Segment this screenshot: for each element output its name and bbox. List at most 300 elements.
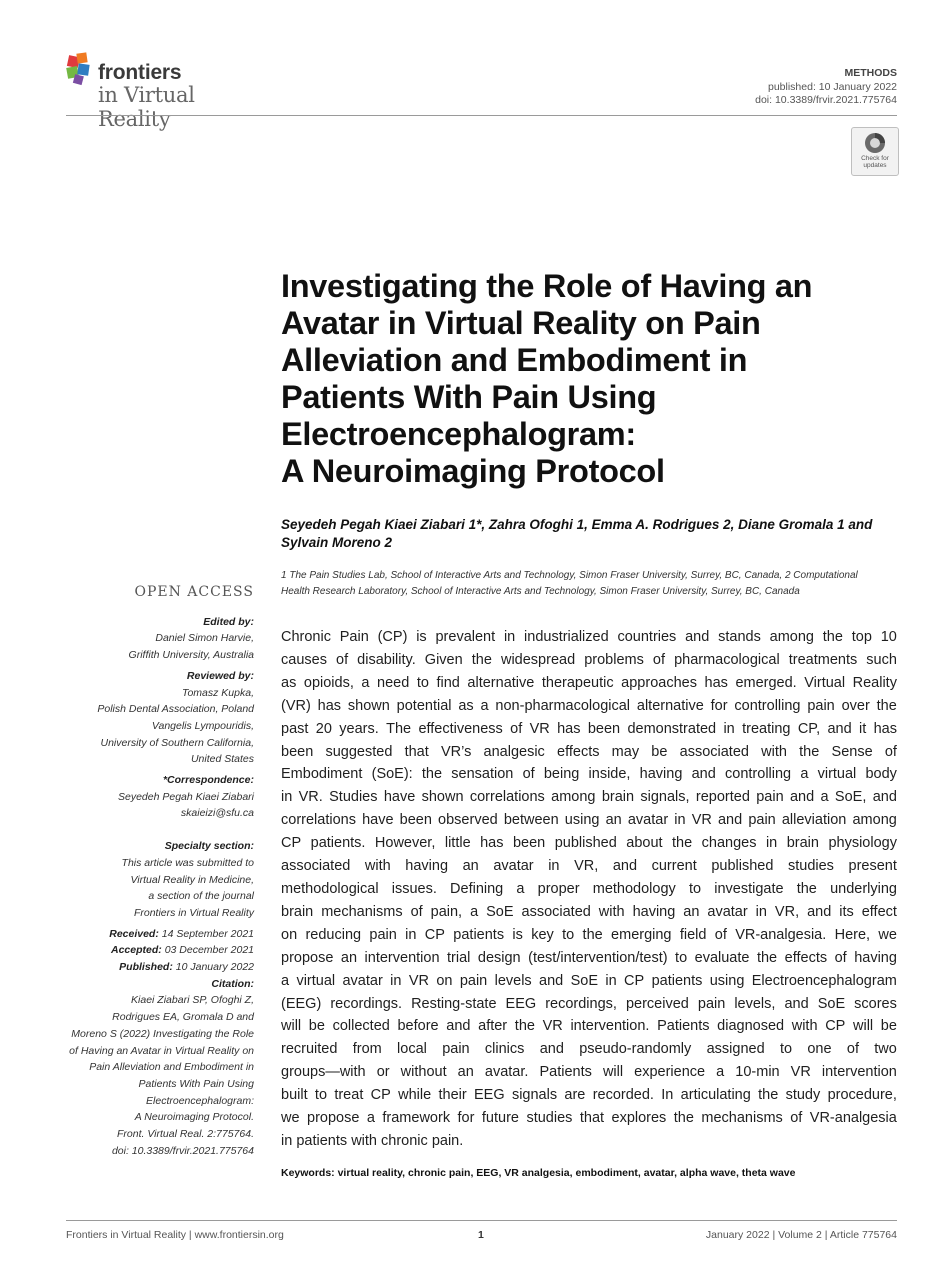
received-value: 14 September 2021 [161,927,254,940]
abstract-word: be [880,1018,897,1035]
abstract-word: collected [332,1018,390,1035]
abstract-word: a [480,697,489,714]
abstract-word: patients [296,1132,348,1149]
abstract-word: an [340,949,358,966]
doi[interactable]: doi: 10.3389/frvir.2021.775764 [755,94,897,106]
abstract-word: VR [691,812,712,829]
abstract-word: and [807,903,832,920]
abstract-word: non-pharmacological [495,697,631,714]
citation-heading: Citation: [211,977,254,990]
abstract-word: SoE, [834,789,867,806]
authors-line-1[interactable]: Seyedeh Pegah Kiaei Ziabari 1*, Zahra Ofoghi 1, Emma A. Rodrigues 2, Diane Gromala 1 and [281,517,873,532]
abstract-word: Sense [831,743,873,760]
abstract-word: their [438,1087,467,1104]
abstract-word: of [846,1041,859,1058]
abstract-word: with [761,743,787,760]
abstract-line [281,947,897,970]
abstract-word: in [390,972,402,989]
abstract-word: correlations [281,812,356,829]
abstract-word: 10-min [735,1064,780,1081]
abstract-word: signals [511,1087,558,1104]
abstract-word: pseudo-randomly [579,1041,692,1058]
abstract-word: published [711,858,774,875]
correspondence-name: Seyedeh Pegah Kiaei Ziabari [117,790,254,803]
abstract-line [281,741,897,764]
abstract-word: a [361,674,370,691]
abstract-word: CP [624,972,645,989]
abstract-word: However, [374,835,436,852]
abstract-word: as [281,674,297,691]
abstract-word: pain [459,972,488,989]
abstract-word: underlying [830,880,897,897]
abstract-word: patients. [310,835,366,852]
abstract-word: of [652,651,666,668]
abstract-word: approaches [621,674,697,691]
citation-doi[interactable]: doi: 10.3389/frvir.2021.775764 [111,1144,254,1157]
abstract-word: pain [442,1041,470,1058]
abstract-word: (EEG) [281,995,322,1012]
abstract-word: one [807,1041,832,1058]
abstract-word: before [397,1018,439,1035]
abstract-word: controlling [725,766,792,783]
abstract-word: the [673,1110,694,1127]
abstract-word: in [765,835,778,852]
abstract-word: alternative [636,697,704,714]
abstract-word: and [685,629,710,645]
abstract-word: with [364,858,391,875]
abstract-word: among [852,812,897,829]
abstract-word: has [704,674,728,691]
citation-line: Electroencephalogram: [146,1094,254,1107]
abstract-word: body [865,766,897,783]
abstract-word: field [679,926,707,943]
abstract-word: groups—with [281,1064,366,1081]
title-line: Electroencephalogram: [281,416,636,452]
abstract-line [281,672,897,695]
abstract-word: an [457,1064,474,1081]
abstract-line [281,1130,897,1153]
abstract-word: effects [784,949,828,966]
abstract-word: been [512,835,546,852]
check-for-updates-badge[interactable] [851,127,899,176]
abstract-word: treating [742,720,791,737]
abstract-word: brain [281,903,314,920]
abstract-word: CP [825,1018,846,1035]
abstract-word: reported [695,789,750,806]
abstract-word: brain [786,835,819,852]
abstract-word: in [281,789,293,806]
abstract-word: two [874,1041,897,1058]
abstract-line [281,901,897,924]
title-line: Patients With Pain Using [281,379,657,415]
header-divider [66,115,897,116]
abstract-word: for [710,697,728,714]
abstract-word: disability. [357,651,416,668]
abstract-word: will [853,1018,874,1035]
abstract-word: SoE [570,972,599,989]
abstract-word: 10 [880,629,897,645]
abstract-word: treatments [788,651,858,668]
citation-line: Front. Virtual Real. 2:775764. [117,1128,254,1141]
footer-divider [66,1220,897,1221]
abstract-word: will [602,1064,624,1081]
badge-text-1: Check for [861,155,889,162]
abstract-word: on [281,926,298,943]
footer-issue: January 2022 | Volume 2 | Article 775764 [705,1229,897,1241]
abstract-word: the [758,1087,779,1104]
abstract-word: demonstrated [627,720,717,737]
citation-line: Rodrigues EA, Gromala D and [112,1011,254,1024]
accepted-value: 03 December 2021 [164,944,254,957]
abstract-word: SoE [486,903,514,920]
abstract-line [281,1061,897,1084]
reviewed-by-heading: Reviewed by: [186,669,254,682]
abstract-word: Chronic [281,629,331,645]
abstract-line [281,763,897,786]
abstract-word: levels [494,972,532,989]
abstract-word: about [626,835,663,852]
correspondence-heading: *Correspondence: [162,774,254,787]
journal-brand: frontiers [98,61,182,84]
reviewer-affiliation: Polish Dental Association, Poland [97,703,254,716]
abstract-word: clinics [484,1041,525,1058]
abstract-word: explores [611,1110,667,1127]
abstract-word: in [723,720,735,737]
abstract-word: that [404,743,429,760]
abstract-word: has [873,720,897,737]
abstract-word: shown [347,697,390,714]
abstract-word: CP [424,926,445,943]
editor-name[interactable]: Daniel Simon Harvie, [155,632,254,645]
abstract-word: future [481,1110,519,1127]
citation-line: Pain Alleviation and Embodiment in [89,1061,254,1074]
abstract-word: prevalent [435,629,496,645]
abstract-word: a [716,1064,725,1081]
accepted-label: Accepted: [111,944,162,957]
abstract-word: in [605,972,617,989]
abstract-word: a [470,903,479,920]
specialty-text: This article was submitted to [121,856,254,869]
abstract-word: avatar [493,858,534,875]
abstract-word: may [611,743,640,760]
abstract-word: among [551,789,596,806]
abstract-word: we [878,926,897,943]
abstract-word: has [557,720,581,737]
abstract-word: and [784,995,809,1012]
abstract-word: VR. [298,789,323,806]
abstract-word: and [691,766,716,783]
abstract-word: VR-analgesia [809,1110,897,1127]
abstract-word: top [851,629,872,645]
abstract-word: that [579,1110,605,1127]
title-line: Avatar in Virtual Reality on Pain [281,305,761,341]
citation-line: Moreno S (2022) Investigating the Role [71,1027,254,1040]
abstract-word: VR [542,1018,563,1035]
abstract-word: studies [526,1110,573,1127]
abstract-word: of [884,743,897,760]
abstract-word: the [582,926,603,943]
abstract-line [281,1107,897,1130]
abstract [281,626,897,1153]
abstract-word: a [800,766,809,783]
page-footer [66,1229,897,1243]
abstract-word: Resting-state [411,995,497,1012]
article-title [281,268,901,490]
abstract-word: changes [701,835,757,852]
abstract-word: therapeutic [541,674,614,691]
abstract-word: in [281,1132,293,1149]
abstract-word: studies [787,858,834,875]
abstract-word: procedure, [827,1087,897,1104]
abstract-word: a [516,880,525,897]
abstract-word: treat [334,1087,364,1104]
abstract-word: assigned [706,1041,765,1058]
abstract-word: to [314,1087,328,1104]
reviewer-name[interactable]: Vangelis Lympouridis, [151,719,254,732]
abstract-word: EEG [474,1087,505,1104]
abstract-word: of [336,651,349,668]
abstract-word: to [779,1041,793,1058]
journal-subtitle: in Virtual Reality [98,83,195,131]
abstract-word: for [457,1110,475,1127]
abstract-word: Virtual [804,674,846,691]
abstract-word: articulating [680,1087,751,1104]
title-line: Alleviation and Embodiment in [281,342,748,378]
abstract-word: pain [748,812,776,829]
reviewer-affiliation: University of Southern California, [100,736,254,749]
abstract-word: recordings. [330,995,403,1012]
keywords: Keywords: virtual reality, chronic pain, EEG, VR analgesia, embodiment, avatar, alpha wave, theta wave [281,1167,796,1179]
abstract-word: the [672,835,693,852]
abstract-line [281,832,897,855]
check-updates-icon [864,132,886,154]
abstract-word: potential [396,697,452,714]
abstract-word: key [531,926,554,943]
abstract-word: intervention [364,949,440,966]
abstract-word: been [399,812,432,829]
abstract-word: will [281,1018,302,1035]
affiliation-line-2: Health Research Laboratory, School of Interactive Arts and Technology, Simon Fraser University, Surrey, BC, Canada [281,585,800,597]
abstract-word: in [755,903,767,920]
abstract-word: 20 [315,720,332,737]
article-type: METHODS [844,67,897,79]
abstract-word: is [416,629,427,645]
abstract-word: Studies [329,789,378,806]
abstract-word: over [841,697,870,714]
specialty-heading: Specialty section: [164,840,254,853]
abstract-word: (CP) [377,629,408,645]
abstract-word: in [674,812,686,829]
abstract-word: is [512,926,523,943]
abstract-word: intervention [821,1064,897,1081]
abstract-word: recordings, [545,995,617,1012]
abstract-word: VR’s [440,743,472,760]
abstract-word: after [478,1018,508,1035]
abstract-word: little [444,835,471,852]
abstract-word: brain [601,789,635,806]
abstract-word: analgesic [483,743,545,760]
abstract-word: shown [421,789,464,806]
abstract-word: physiology [828,835,897,852]
abstract-word: (test/intervention/test) [528,949,668,966]
published-value: 10 January 2022 [175,961,254,974]
abstract-word: have [362,812,394,829]
abstract-word: Embodiment [281,766,363,783]
abstract-word: has [480,835,504,852]
correspondence-email[interactable]: skaieizi@sfu.ca [180,807,254,820]
abstract-line [281,786,897,809]
journal-logo[interactable] [66,52,266,131]
abstract-word: a [366,1110,375,1127]
abstract-word: of [410,903,423,920]
citation-line: A Neuroimaging Protocol. [134,1111,254,1124]
abstract-word: to [416,674,429,691]
abstract-word: on [436,972,453,989]
abstract-word: diagnosed [717,1018,785,1035]
abstract-word: widespread [500,651,576,668]
abstract-word: be [308,1018,325,1035]
abstract-word: methodology [592,880,676,897]
abstract-word: trial [447,949,471,966]
abstract-word: VR, [774,903,800,920]
abstract-line [281,649,897,672]
reviewer-name[interactable]: Tomasz Kupka, [182,686,254,699]
received-date [40,926,254,943]
abstract-word: controlling [734,697,801,714]
abstract-word: study [785,1087,821,1104]
abstract-word: mechanisms [701,1110,783,1127]
abstract-word: past [281,720,309,737]
author-list [281,516,901,552]
abstract-line [281,855,897,878]
abstract-word: countries [617,629,677,645]
abstract-word: experience [634,1064,706,1081]
abstract-word: Reality [852,674,897,691]
article-sidebar [40,584,254,1160]
abstract-line [281,924,897,947]
abstract-word: among [769,629,814,645]
abstract-word: alternative [467,674,535,691]
footer-journal[interactable]: Frontiers in Virtual Reality | www.frontiersin.org [66,1229,284,1241]
open-access-label: OPEN ACCESS [134,584,254,600]
abstract-word: pain [756,789,784,806]
abstract-word: opioids, [303,674,354,691]
abstract-word: having [639,766,683,783]
abstract-word: without [400,1064,447,1081]
abstract-line [281,993,897,1016]
abstract-word: of [790,1110,803,1127]
abstract-word: while [398,1087,432,1104]
abstract-word: and [539,972,564,989]
abstract-word: an [605,812,622,829]
abstract-word: and [717,812,743,829]
abstract-word: and [446,1018,471,1035]
abstract-word: been [587,720,621,737]
abstract-word: virtual [296,972,336,989]
abstract-word: problems [584,651,644,668]
abstract-word: effects [557,743,600,760]
abstract-word: inside, [588,766,631,783]
abstract-word: design [477,949,521,966]
received-label: Received: [109,927,159,940]
abstract-word: and [827,720,852,737]
abstract-word: (VR) [281,697,311,714]
citation-line: of Having an Avatar in Virtual Reality on [69,1044,254,1057]
abstract-word: and [539,1041,564,1058]
abstract-word: with [598,903,625,920]
abstract-word: proper [537,880,580,897]
frontiers-logo-icon [66,52,98,86]
abstract-word: VR [408,972,429,989]
abstract-word: the [799,743,820,760]
abstract-word: and [872,789,897,806]
abstract-word: to [562,926,575,943]
abstract-word: the [822,629,843,645]
abstract-word: in [548,858,560,875]
abstract-word: using [564,812,600,829]
page-number: 1 [478,1229,484,1241]
abstract-word: associated [281,858,351,875]
abstract-word: emerging [611,926,672,943]
abstract-word: VR [529,720,550,737]
abstract-word: propose [307,1110,360,1127]
abstract-word: from [352,1041,382,1058]
abstract-line [281,695,897,718]
reviewer-affiliation: United States [190,753,254,766]
abstract-line [281,878,897,901]
abstract-word: we [281,1110,300,1127]
abstract-word: Patients [657,1018,710,1035]
abstract-word: of [510,720,523,737]
abstract-word: emerged. [735,674,797,691]
abstract-word: chronic [381,1132,428,1149]
abstract-line [281,626,897,649]
citation-line: Kiaei Ziabari SP, Ofoghi Z, [131,994,254,1007]
abstract-line [281,1084,897,1107]
abstract-word: sensation [451,766,514,783]
abstract-word: of [714,926,727,943]
abstract-word: local [397,1041,427,1058]
abstract-word: avatar [627,812,669,829]
abstract-word: CP, [797,720,821,737]
abstract-word: with [351,1132,377,1149]
affiliation-line-1: 1 The Pain Studies Lab, School of Interactive Arts and Technology, Simon Fraser University, Surrey, BC, Canada, 2 Computational [281,570,858,581]
abstract-word: intervention. [570,1018,650,1035]
abstract-word: Pain [339,629,369,645]
abstract-word: signals, [640,789,690,806]
abstract-word: built [281,1087,308,1104]
specialty-text: a section of the journal [148,890,254,903]
abstract-word: CP [370,1087,391,1104]
abstract-word: propose [281,949,334,966]
abstract-word: has [317,697,342,714]
abstract-word: patients [651,972,703,989]
abstract-word: years. [339,720,379,737]
abstract-word: reducing [305,926,362,943]
authors-line-2[interactable]: Sylvain Moreno 2 [281,535,393,550]
abstract-word: Patients [539,1064,592,1081]
abstract-word: Defining [450,880,504,897]
abstract-word: the [756,949,778,966]
title-line: A Neuroimaging Protocol [281,453,665,489]
abstract-word: in [405,926,417,943]
abstract-word: EEG [505,995,537,1012]
abstract-word: patients [453,926,505,943]
abstract-word: effectiveness [418,720,503,737]
abstract-word: associated [521,903,591,920]
abstract-word: pain [369,926,397,943]
abstract-word: the [471,651,492,668]
